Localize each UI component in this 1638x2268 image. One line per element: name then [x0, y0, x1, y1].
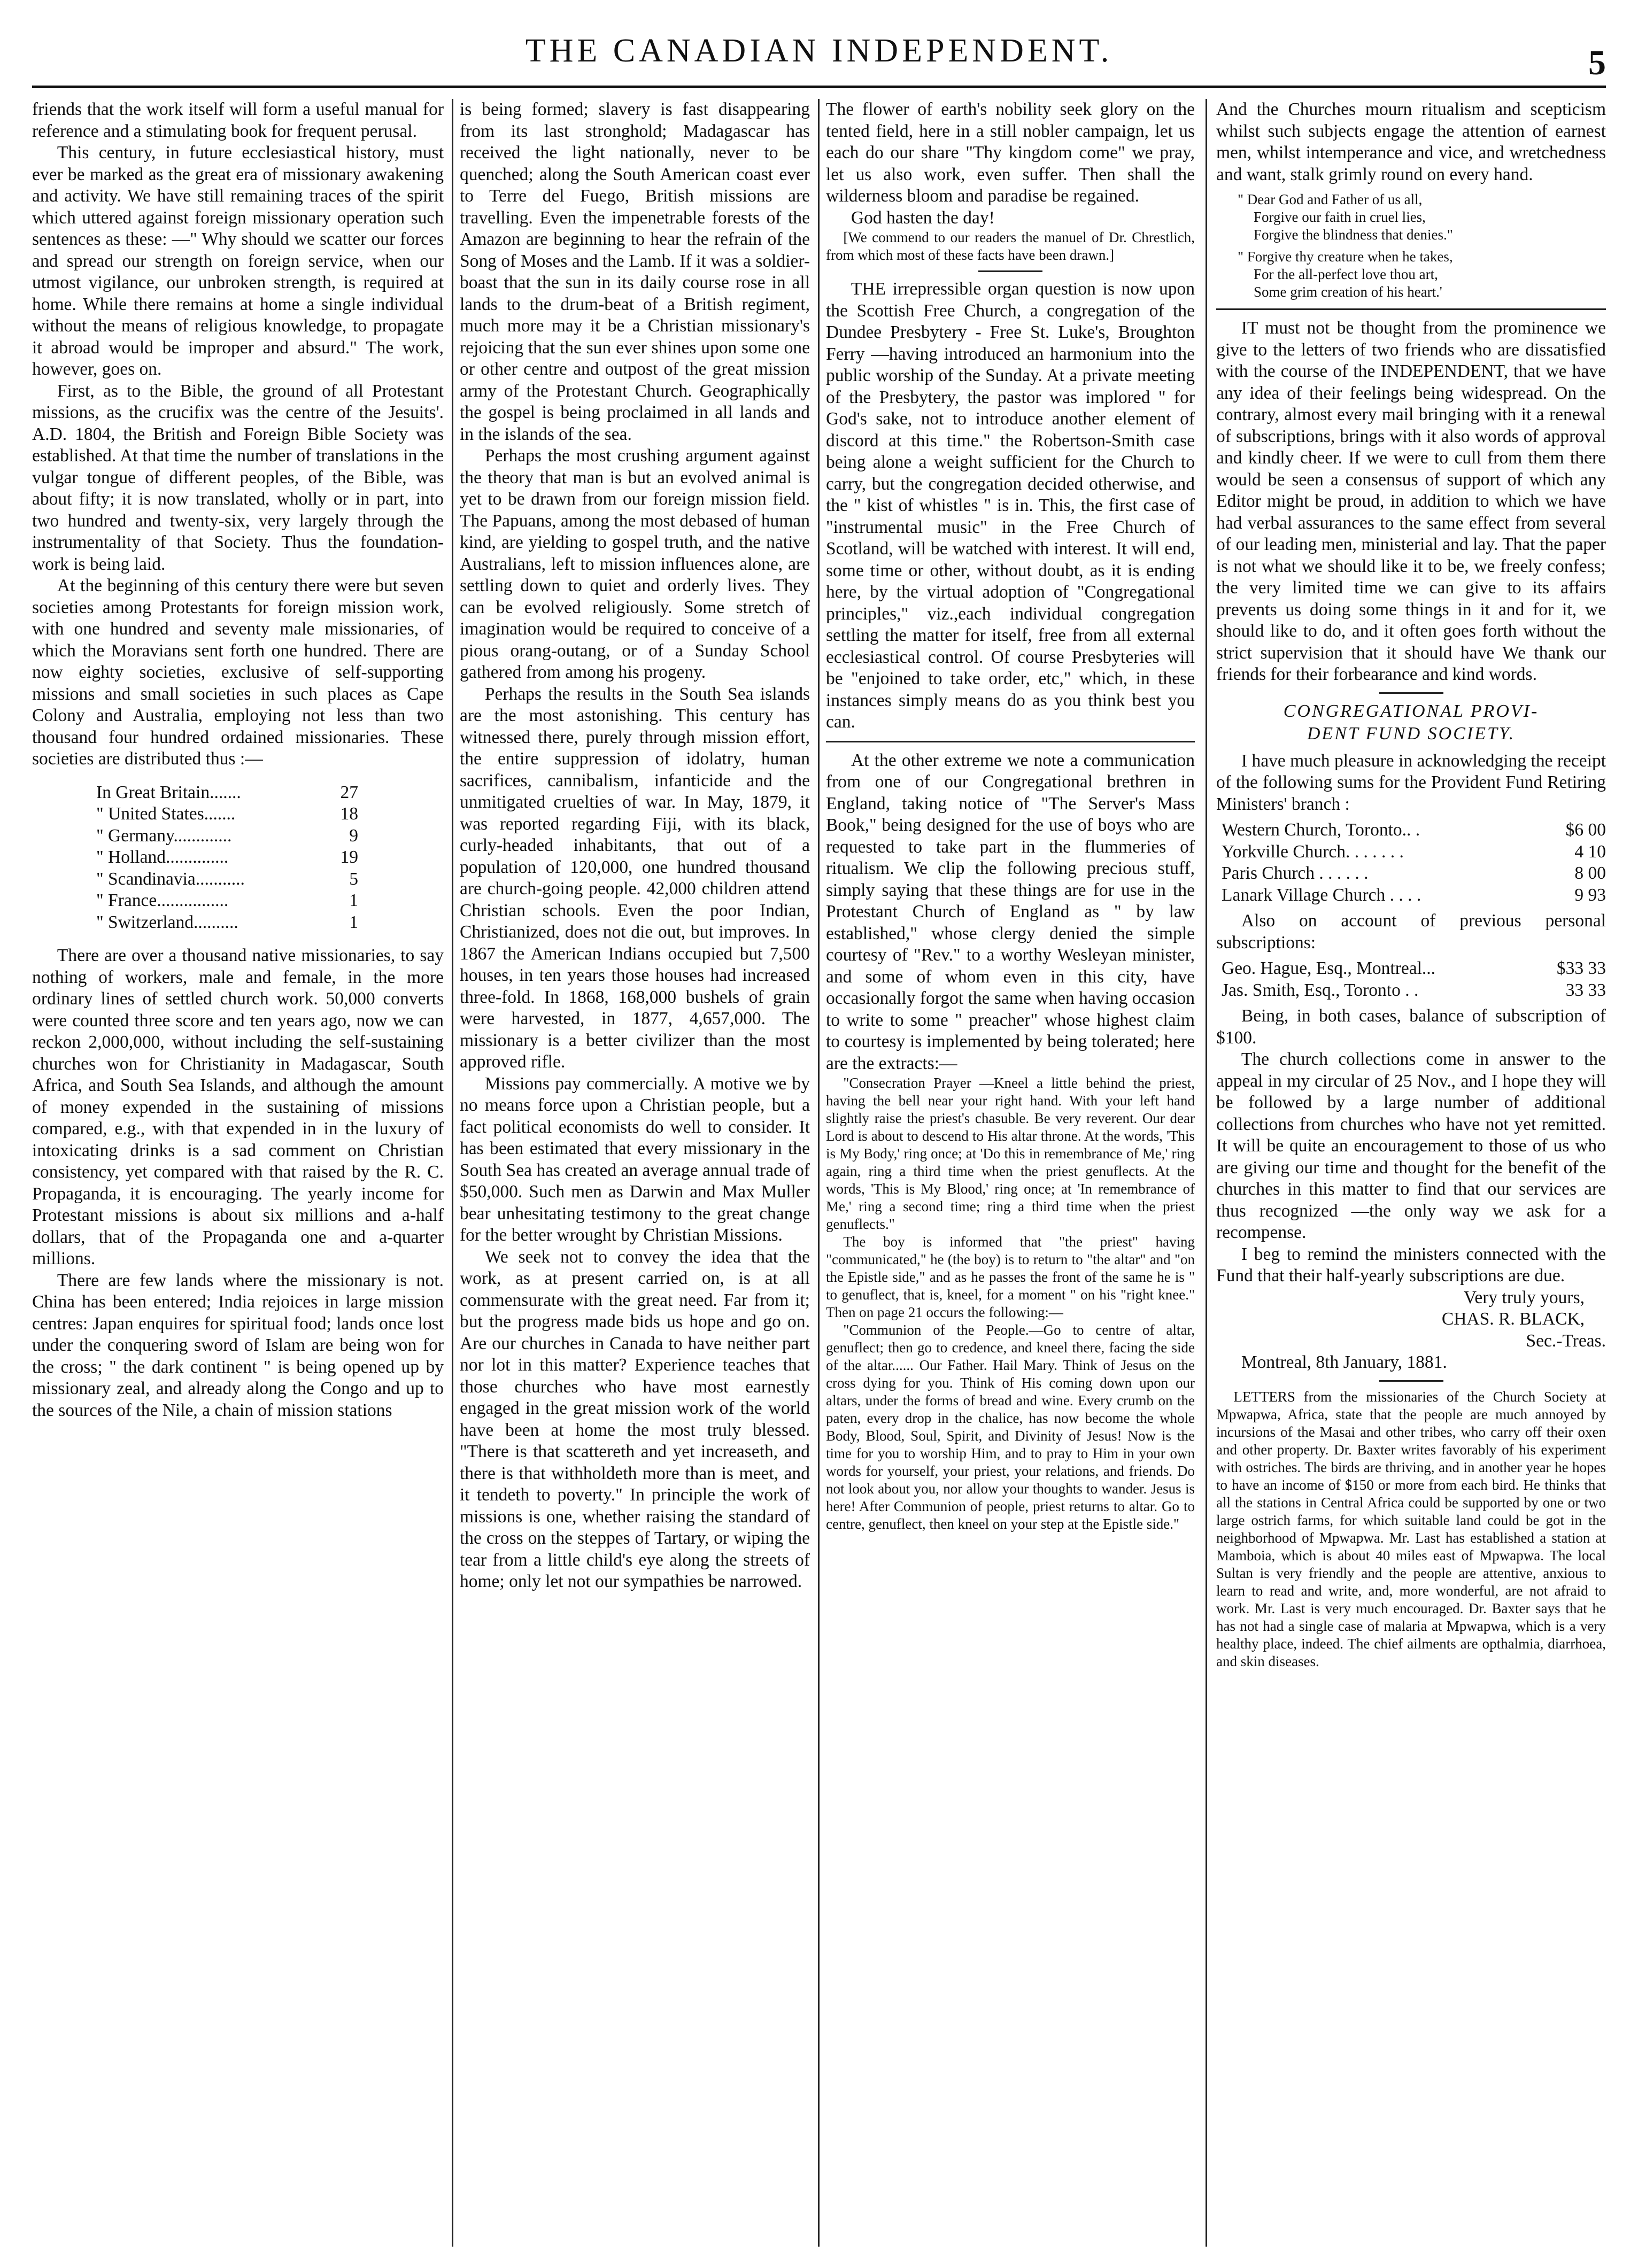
subscriber: Western Church, Toronto.. . [1222, 820, 1420, 840]
paragraph: Also on account of previous personal subscriptions: [1216, 911, 1606, 953]
society-place: " Scandinavia........... [96, 869, 245, 889]
paragraph: friends that the work itself will form a useful manual for reference and a stimulating book for frequent perusal. [32, 99, 444, 141]
paragraph: The church collections come in answer to the appeal in my circular of 25 Nov., and I hope they will be followed by a large number of additional collections from churches who have not yet remitted. It will be quite an encouragement to those of us who are giving our time and thought for the benefit of the churches in this matter to find that our services are thus recognized —the only way we ask for a recompense. [1216, 1049, 1606, 1242]
subscriber: Geo. Hague, Esq., Montreal... [1222, 958, 1436, 978]
poem-line: Forgive the blindness that denies." [1254, 227, 1453, 243]
column-2 [460, 99, 810, 2247]
paragraph: IT must not be thought from the prominence we give to the letters of two friends who are dissatisfied with the course of the INDEPENDENT, that we have any idea of their feelings being widespread. On the contrary, almost every mail bringing with it a renewal of subscriptions, brings with it also words of approval and kindly cheer. If we were to cull from them there would be seen a consensus of support of which any Editor might be proud, in addition to which we have had verbal assurances to the same effect from several of our leading men, ministerial and lay. That the paper is not what we should like it to be, we freely confess; the very limited time we can give to its affairs prevents us doing some things in it and for it, we should like to do, and it often goes forth without the strict supervision that it should have We thank our friends for their forbearance and kind words. [1216, 318, 1606, 684]
amount: $33 33 [1556, 958, 1606, 978]
society-count: 18 [340, 804, 358, 824]
paragraph: There are over a thousand native missionaries, to say nothing of workers, male and female, in the more ordinary lines of settled church work. 50,000 converts were counted three score and ten years ago, now we can reckon 2,000,000, without including the self-sustaining churches won for Christianity in Madagascar, South Africa, and South Sea Islands, and although the amount of money expended in the sustaining of missions compared, e.g., with that expended in in the luxury of intoxicating drinks is a sad comment on Christian consistency, yet compared with that raised by the R. C. Propaganda, it is encouraging. The yearly income for Protestant missions is about six millions and a-half dollars, that of the Propaganda one and a-quarter millions. [32, 946, 444, 1268]
paragraph: Perhaps the results in the South Sea islands are the most astonishing. This century has witnessed there, purely through mission effort, the entire suppression of idolatry, human sacrifices, cannibalism, infanticide and the unmitigated cruelties of war. In May, 1879, it was reported regarding Fiji, with its black, curly-headed inhabitants, that out of a population of 120,000, one hundred thousand are church-going people. 42,000 children attend Christian schools. Even the poor Indian, Christianized, does not die out, but improves. In 1867 the American Indians occupied but 7,500 houses, in ten years those houses had increased three-fold. In 1868, 168,000 bushels of grain were harvested, in 1877, 4,657,000. The missionary is a better civilizer than the most approved rifle. [460, 684, 810, 1072]
poem-line: Some grim creation of his heart.' [1254, 284, 1442, 300]
section-divider [1379, 692, 1443, 694]
paragraph: Perhaps the most crushing argument against the theory that man is but an evolved animal is yet to be drawn from our foreign mission field. The Papuans, among the most debased of human kind, are yielding to gospel truth, and the native Australians, left to mission influences alone, are settling down to quiet and orderly lives. They can be evolved religiously. Some stretch of imagination would be required to conceive of a pious orang-outang, or of a Sunday School gathered from among his progeny. [460, 446, 810, 682]
section-divider [826, 741, 1195, 742]
signature-name: CHAS. R. BLACK, [1441, 1309, 1585, 1329]
paragraph: First, as to the Bible, the ground of all Protestant missions, as the crucifix was the centre of the Jesuits'. A.D. 1804, the British and Foreign Bible Society was established. At that time the number of translations in the vulgar tongue of different peoples, of the Bible, was about fifty; it is now translated, wholly or in part, into two hundred and twenty-six, very largely through the instrumentality of that Society. Thus the foundation-work is being laid. [32, 381, 444, 574]
quote: "Communion of the People.—Go to centre of altar, genuflect; then go to credence, and kneel there, facing the side of the altar...... Our Father. Hail Mary. Think of Jesus on the cross dying for you. Think of His coming down upon our altars, under the forms of bread and wine. Every crumb on the paten, every drop in the chalice, has now become the whole Body, Blood, Soul, Spirit, and Divinity of Jesus! Now is the time for you to worship Him, and to pray to Him in your own words for yourself, your priest, your relations, and friends. Do not look about you, nor allow your thoughts to wander. Jesus is here! After Communion of people, priest returns to altar. Go to centre, genuflect, then kneel on your step at the Epistle side." [826, 1322, 1195, 1532]
subscription-row [1222, 819, 1606, 841]
society-place: In Great Britain....... [96, 782, 241, 802]
societies-row [96, 869, 358, 891]
society-place: " Germany............. [96, 825, 232, 846]
paragraph: THE irrepressible organ question is now upon the Scottish Free Church, a congregation of the Dundee Presbytery - Free St. Luke's, Broughton Ferry —having introduced an harmonium into the public worship of the Sunday. At a private meeting of the Presbytery, the pastor was implored " for God's sake, not to introduce another element of discord at this time." the Robertson-Smith case being alone a weight sufficient for the Church to carry, but the congregation decided otherwise, and the " kist of whistles " is in. This, the first case of "instrumental music" in the Free Church of Scotland, will be watched with interest. It will end, some time or other, without doubt, as it is ending here, by the virtual adoption of "Congregational principles," viz.,each individual congregation settling the matter for itself, free from all external ecclesiastical control. Of course Presbyteries will be "enjoined to take order, etc," which, in these instances simply means do as you think best you can. [826, 279, 1195, 732]
newspaper-title: THE CANADIAN INDEPENDENT. [525, 33, 1113, 69]
column-rule [452, 99, 453, 2247]
subscriber: Paris Church . . . . . . [1222, 863, 1369, 883]
paragraph: There are few lands where the missionary is not. China has been entered; India rejoices in large mission centres: Japan enquires for spiritual food; lands once lost under the conquering sword of Islam are being won for the cross; " the dark continent " is being opened up by missionary zeal, and already along the Congo and up to the sources of the Nile, a chain of mission stations [32, 1270, 444, 1420]
column-rule [1206, 99, 1207, 2247]
society-count: 27 [340, 782, 358, 802]
societies-row [96, 803, 358, 825]
society-count: 1 [349, 891, 358, 910]
subscriber: Lanark Village Church . . . . [1222, 885, 1421, 905]
society-place: " France................ [96, 891, 229, 910]
quoted-extracts [826, 1074, 1195, 1533]
missions-news [1216, 1388, 1606, 1670]
society-place: " Holland.............. [96, 847, 229, 867]
paragraph: Missions pay commercially. A motive we by no means force upon a Christian people, but a fact political economists do well to consider. It has been estimated that every missionary in the South Sea has created an average annual trade of $50,000. Such men as Darwin and Max Muller bear unhesitating testimony to the great change for the better wrought by Christian Missions. [460, 1073, 810, 1245]
dateline: Montreal, 8th January, 1881. [1241, 1352, 1447, 1372]
subscription-row [1222, 980, 1606, 1002]
heading-line: CONGREGATIONAL PROVI- [1283, 701, 1539, 721]
society-count: 1 [349, 912, 358, 932]
societies-row [96, 782, 358, 804]
paragraph: is being formed; slavery is fast disappearing from its last stronghold; Madagascar has received the light nationally, never to be quenched; along the South American coast ever to Terre del Fuego, British missions are travelling. Even the impenetrable forests of the Amazon are beginning to hear the refrain of the Song of Moses and the Lamb. If it was a soldier-boast that the sun in its daily course rose in all lands to the drum-beat of a British regiment, much more may it be a Christian missionary's rejoicing that the sun ever shines upon some one or other centre and outpost of the great mission army of the Protestant Church. Geographically the gospel is being proclaimed in all lands and in the islands of the sea. [460, 99, 810, 444]
poem-line: Forgive our faith in cruel lies, [1254, 209, 1426, 225]
closing: Very truly yours, [1463, 1287, 1585, 1307]
page-number: 5 [1588, 43, 1606, 82]
paragraph: I have much pleasure in acknowledging the receipt of the following sums for the Provident Fund Retiring Ministers' branch : [1216, 750, 1606, 814]
poem-line: " Forgive thy creature when he takes, [1238, 249, 1453, 265]
paragraph: The flower of earth's nobility seek glory on the tented field, here in a still nobler campaign, let us each do our share "Thy kingdom come" we pray, let us also work, even suffer. Then shall the wilderness bloom and paradise be regained. [826, 99, 1195, 206]
poem-line: " Dear God and Father of us all, [1238, 191, 1423, 207]
poem-line: For the all-perfect love thou art, [1254, 266, 1438, 282]
paragraph: At the beginning of this century there were but seven societies among Protestants for foreign mission work, with one hundred and seventy male missionaries, of which the Moravians sent forth one hundred. There are now eighty societies, exclusive of self-supporting missions and small societies in such places as Cape Colony and Australia, employing not less than two thousand four hundred ordained missionaries. These societies are distributed thus :— [32, 576, 444, 769]
subscriptions-list [1222, 819, 1606, 906]
paragraph: This century, in future ecclesiastical history, must ever be marked as the great era of missionary awakening and activity. We have still remaining traces of the spirit which uttered against foreign missionary operation such sentences as these: —" Why should we scatter our forces and spread our strength on foreign service, when our utmost vigilance, our unbroken strength, is required at home. While there remains at home a single individual without the means of religious knowledge, to propagate it abroad would be improper and absurd." The work, however, goes on. [32, 143, 444, 379]
societies-row [96, 847, 358, 869]
section-divider [1379, 1380, 1443, 1382]
amount: 8 00 [1574, 863, 1606, 883]
section-heading [1216, 700, 1606, 745]
societies-row [96, 890, 358, 912]
column-4 [1216, 99, 1606, 2247]
amount: 4 10 [1574, 841, 1606, 862]
subscription-row [1222, 841, 1606, 863]
quote: "Consecration Prayer —Kneel a little behind the priest, having the bell near your right hand. With your left hand slightly raise the priest's chasuble. Be very reverent. Our dear Lord is about to descend to His altar throne. At the words, 'This is My Body,' ring once; at 'Do this in remembrance of Me,' ring again, ring a third time when the priest genuflects. At the words, 'This is My Blood,' ring once; at 'In remembrance of Me,' ring a second time; ring a third time when the priest genuflects." [826, 1075, 1195, 1232]
paragraph: I beg to remind the ministers connected with the Fund that their half-yearly subscriptions are due. [1216, 1244, 1606, 1286]
column-rule [818, 99, 820, 2247]
society-place: " United States....... [96, 804, 236, 824]
societies-list [96, 782, 358, 934]
amount: $6 00 [1565, 820, 1606, 840]
paragraph: God hasten the day! [851, 207, 995, 228]
section-divider [1216, 308, 1606, 310]
subscriber: Yorkville Church. . . . . . . [1222, 841, 1404, 862]
paragraph: At the other extreme we note a communication from one of our Congregational brethren in England, taking notice of "The Server's Mass Book," being designed for the use of boys who are requested to take part in the flummeries of ritualism. We clip the following precious stuff, simply saying that these things are for use in the Protestant Church of England as " by law established," whose clergy denied the simple courtesy of "Rev." to a worthy Wesleyan minister, and some of whom even in this city, have occasionally forgot the same when having occasion to write to some " preacher" whose highest claim to courtesy is implemented by being tolerated; here are the extracts:— [826, 750, 1195, 1073]
societies-row [96, 825, 358, 847]
subscription-row [1222, 863, 1606, 885]
column-3 [826, 99, 1195, 2247]
societies-row [96, 912, 358, 934]
poem [1238, 191, 1606, 301]
heading-line: DENT FUND SOCIETY. [1307, 723, 1516, 744]
paragraph: LETTERS from the missionaries of the Church Society at Mpwapwa, Africa, state that the people are much annoyed by incursions of the Masai and other tribes, who carry off their oxen and other property. Dr. Baxter writes favorably of his experiment with ostriches. The birds are thriving, and in another year he hopes to have an income of $150 or more from each bird. He thinks that all the stations in Central Africa could be supported by one or two large ostrich farms, for which suitable land could be got in the neighborhood of Mpwapwa. Mr. Last has established a station at Mamboia, which is about 40 miles east of Mpwapwa. The local Sultan is very friendly and the people are attentive, anxious to learn to read and write, and, more wonderful, are not afraid to work. Mr. Last is very much encouraged. Dr. Baxter says that he has not had a single case of malaria at Mpwapwa, which is a very healthy place, indeed. The chief ailments are opthalmia, diarrhoea, and skin diseases. [1216, 1388, 1606, 1669]
editor-note [826, 229, 1195, 264]
subscriber: Jas. Smith, Esq., Toronto . . [1222, 980, 1419, 1000]
subscription-row [1222, 958, 1606, 980]
society-count: 9 [349, 825, 358, 846]
amount: 9 93 [1574, 885, 1606, 905]
society-count: 5 [349, 869, 358, 889]
society-count: 19 [340, 847, 358, 867]
subscriptions-list [1222, 958, 1606, 1001]
section-divider [978, 270, 1042, 272]
paragraph: And the Churches mourn ritualism and scepticism whilst such subjects engage the attention of earnest men, whilst intemperance and vice, and wretchedness and want, stalk grimly round on every hand. [1216, 99, 1606, 184]
quote: The boy is informed that "the priest" having "communicated," he (the boy) is to return to "the altar" and "on the Epistle side," and as he passes the front of the same he is " to genuflect, that is, kneel, for a moment " on his "right knee." Then on page 21 occurs the following:— [826, 1234, 1195, 1320]
masthead [32, 21, 1606, 88]
signature-title: Sec.-Treas. [1526, 1330, 1606, 1351]
paragraph: [We commend to our readers the manuel of Dr. Chrestlich, from which most of these facts have been drawn.] [826, 229, 1195, 263]
subscription-row [1222, 885, 1606, 907]
column-1 [32, 99, 444, 2247]
society-place: " Switzerland.......... [96, 912, 238, 932]
paragraph: We seek not to convey the idea that the work, as at present carried on, is at all commensurate with the great need. Far from it; but the progress made bids us hope and go on. Are our churches in Canada to have neither part nor lot in this matter? Experience teaches that those churches who have most earnestly engaged in the great mission work of the world have been at home the most truly blessed. "There is that scattereth and yet increaseth, and there is that withholdeth more than is meet, and it tendeth to poverty." In principle the work of missions is one, whether raising the standard of the cross on the steppes of Tartary, or wiping the tear from a little child's eye along the streets of home; only let not our sympathies be narrowed. [460, 1247, 810, 1591]
paragraph: Being, in both cases, balance of subscription of $100. [1216, 1006, 1606, 1048]
amount: 33 33 [1565, 980, 1606, 1000]
